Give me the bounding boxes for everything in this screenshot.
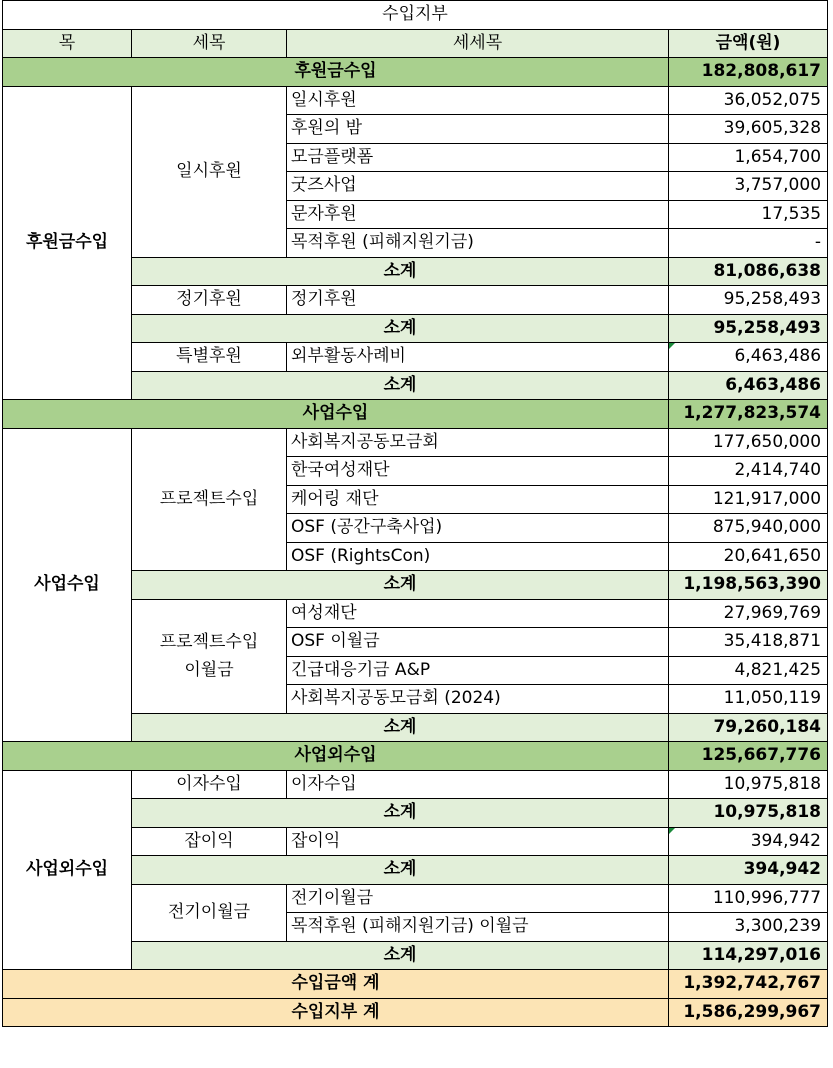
amount-cell: -: [669, 229, 828, 258]
subtotal-label: 소계: [132, 713, 669, 742]
semok-label: 이자수입: [132, 770, 287, 799]
amount-cell: 110,996,777: [669, 884, 828, 913]
amount-cell: 394,942: [669, 827, 828, 856]
section-row-donation: [3, 58, 828, 87]
semok-label: 전기이월금: [132, 884, 287, 941]
subtotal-value: 10,975,818: [669, 799, 828, 828]
subtotal-label: 소계: [132, 314, 669, 343]
amount-cell: 3,757,000: [669, 172, 828, 201]
amount-cell: 6,463,486: [669, 343, 828, 372]
sesemok-name: 한국여성재단: [287, 457, 669, 486]
subtotal-label: 소계: [132, 371, 669, 400]
grand-total-label: 수입지부 계: [3, 998, 669, 1027]
sesemok-name: 모금플랫폼: [287, 143, 669, 172]
section-label: 사업수입: [3, 400, 669, 429]
table-row: [3, 770, 828, 799]
sesemok-name: 후원의 밤: [287, 115, 669, 144]
grand-total-value: 1,586,299,967: [669, 998, 828, 1027]
section-row-business: [3, 400, 828, 429]
sesemok-name: 목적후원 (피해지원기금) 이월금: [287, 913, 669, 942]
sesemok-name: 잡이익: [287, 827, 669, 856]
amount-cell: 121,917,000: [669, 485, 828, 514]
subtotal-value: 79,260,184: [669, 713, 828, 742]
amount-cell: 39,605,328: [669, 115, 828, 144]
grand-total-label: 수입금액 계: [3, 970, 669, 999]
subtotal-value: 1,198,563,390: [669, 571, 828, 600]
sesemok-name: OSF (공간구축사업): [287, 514, 669, 543]
title-row: [3, 1, 828, 30]
table-row: [3, 428, 828, 457]
subtotal-label: 소계: [132, 571, 669, 600]
sesemok-name: 이자수입: [287, 770, 669, 799]
grand-total-value: 1,392,742,767: [669, 970, 828, 999]
semok-label: 특별후원: [132, 343, 287, 372]
sesemok-name: 여성재단: [287, 599, 669, 628]
table-row: [3, 86, 828, 115]
amount-cell: 95,258,493: [669, 286, 828, 315]
section-total: 125,667,776: [669, 742, 828, 771]
table-title: 수입지부: [3, 1, 828, 30]
subtotal-value: 114,297,016: [669, 941, 828, 970]
amount-cell: 177,650,000: [669, 428, 828, 457]
subtotal-value: 394,942: [669, 856, 828, 885]
sesemok-name: OSF (RightsCon): [287, 542, 669, 571]
sesemok-name: 굿즈사업: [287, 172, 669, 201]
subtotal-value: 6,463,486: [669, 371, 828, 400]
section-total: 1,277,823,574: [669, 400, 828, 429]
sesemok-name: 외부활동사례비: [287, 343, 669, 372]
subtotal-label: 소계: [132, 856, 669, 885]
section-row-nonbusiness: [3, 742, 828, 771]
semok-label: 잡이익: [132, 827, 287, 856]
amount-cell: 20,641,650: [669, 542, 828, 571]
income-table: [2, 0, 828, 1027]
subtotal-label: 소계: [132, 257, 669, 286]
sesemok-name: 긴급대응기금 A&P: [287, 656, 669, 685]
amount-cell: 4,821,425: [669, 656, 828, 685]
semok-label-line1: 프로젝트수입: [159, 632, 259, 652]
header-sesemok: 세세목: [287, 29, 669, 58]
header-semok: 세목: [132, 29, 287, 58]
amount-cell: 3,300,239: [669, 913, 828, 942]
amount-cell: 17,535: [669, 200, 828, 229]
semok-label: 일시후원: [132, 86, 287, 257]
amount-cell: 1,654,700: [669, 143, 828, 172]
grand-total-row-branch: [3, 998, 828, 1027]
sesemok-name: 일시후원: [287, 86, 669, 115]
sesemok-name: 사회복지공동모금회: [287, 428, 669, 457]
amount-cell: 875,940,000: [669, 514, 828, 543]
subtotal-value: 95,258,493: [669, 314, 828, 343]
amount-cell: 10,975,818: [669, 770, 828, 799]
header-amount: 금액(원): [669, 29, 828, 58]
subtotal-value: 81,086,638: [669, 257, 828, 286]
header-mok: 목: [3, 29, 132, 58]
semok-label-line2: 이월금: [184, 660, 234, 680]
header-row: [3, 29, 828, 58]
amount-cell: 2,414,740: [669, 457, 828, 486]
amount-cell: 11,050,119: [669, 685, 828, 714]
amount-cell: 35,418,871: [669, 628, 828, 657]
sesemok-name: 사회복지공동모금회 (2024): [287, 685, 669, 714]
section-label: 사업외수입: [3, 742, 669, 771]
grand-total-row-income: [3, 970, 828, 999]
sesemok-name: OSF 이월금: [287, 628, 669, 657]
subtotal-label: 소계: [132, 941, 669, 970]
sesemok-name: 전기이월금: [287, 884, 669, 913]
sesemok-name: 정기후원: [287, 286, 669, 315]
semok-label: 프로젝트수입: [132, 428, 287, 571]
semok-label: 정기후원: [132, 286, 287, 315]
mok-label: 사업외수입: [3, 770, 132, 970]
section-total: 182,808,617: [669, 58, 828, 87]
sesemok-name: 문자후원: [287, 200, 669, 229]
amount-cell: 36,052,075: [669, 86, 828, 115]
section-label: 후원금수입: [3, 58, 669, 87]
mok-label: 후원금수입: [3, 86, 132, 400]
amount-cell: 27,969,769: [669, 599, 828, 628]
mok-label: 사업수입: [3, 428, 132, 742]
subtotal-label: 소계: [132, 799, 669, 828]
sesemok-name: 케어링 재단: [287, 485, 669, 514]
semok-label-carryover: [132, 599, 287, 713]
sesemok-name: 목적후원 (피해지원기금): [287, 229, 669, 258]
